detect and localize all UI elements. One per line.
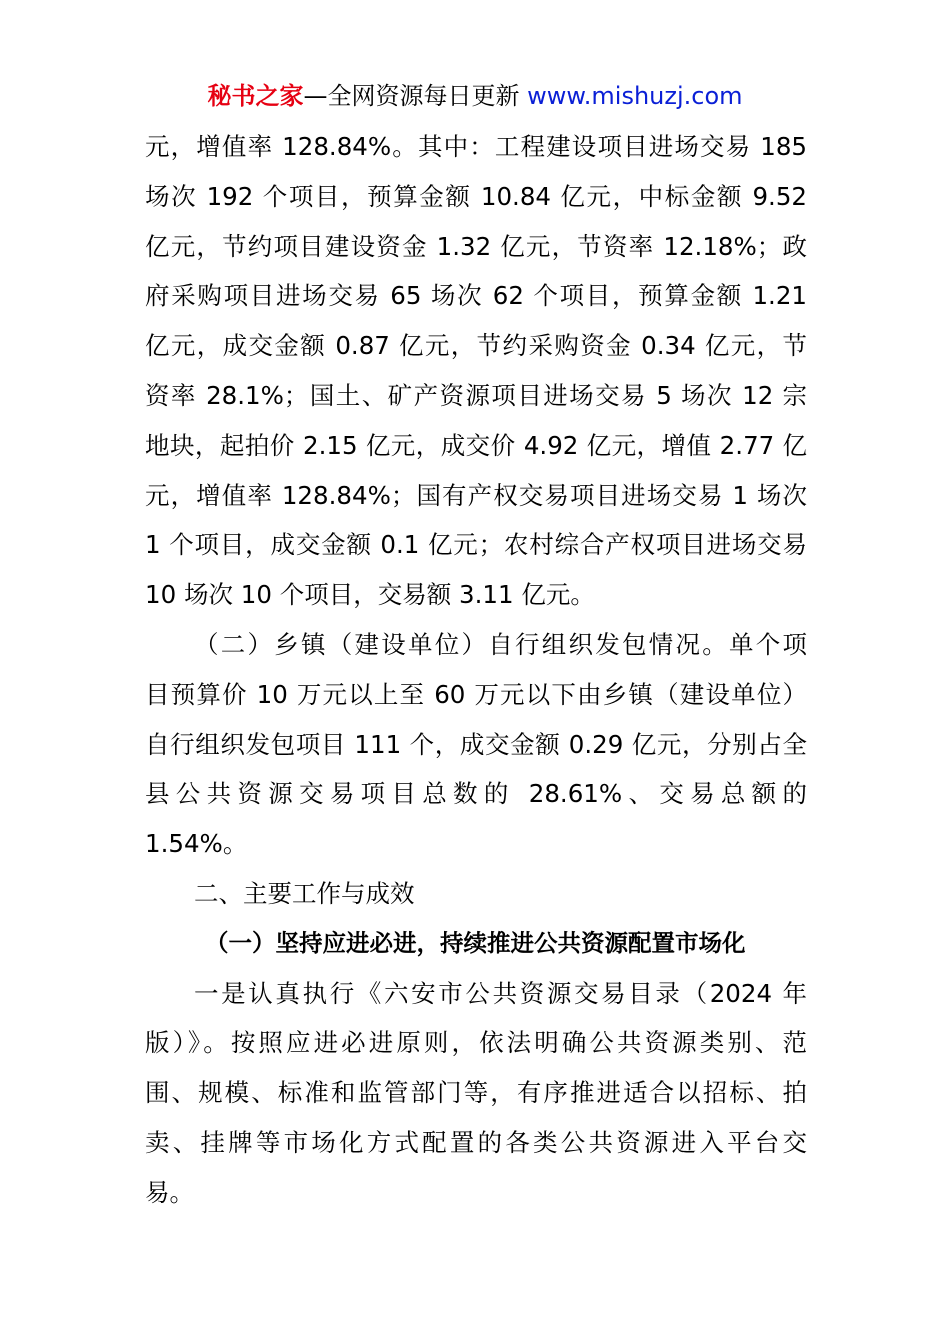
text-line: 亿元，成交金额 0.87 亿元，节约采购资金 0.34 亿元，节 — [145, 331, 807, 361]
text-line: 10 场次 10 个项目，交易额 3.11 亿元。 — [145, 580, 595, 610]
brand-name: 秘书之家 — [207, 82, 304, 110]
subsection-heading: （一）坚持应进必进，持续推进公共资源配置市场化 — [205, 928, 746, 957]
text-line: 资率 28.1%；国土、矿产资源项目进场交易 5 场次 12 宗 — [145, 380, 807, 410]
text-line: 县公共资源交易项目总数的 28.61%、交易总额的 — [145, 779, 807, 809]
text-line: 自行组织发包项目 111 个，成交金额 0.29 亿元，分别占全 — [145, 729, 807, 759]
text-line: 府采购项目进场交易 65 场次 62 个项目，预算金额 1.21 — [145, 281, 807, 311]
text-line: 目预算价 10 万元以上至 60 万元以下由乡镇（建设单位） — [145, 679, 807, 709]
text-line: 围、规模、标准和监管部门等，有序推进适合以招标、拍 — [145, 1078, 807, 1108]
section-heading: 二、主要工作与成效 — [194, 878, 415, 908]
site-url-link[interactable]: www.mishuzj.com — [527, 82, 743, 110]
text-line: 元，增值率 128.84%。其中：工程建设项目进场交易 185 — [145, 132, 807, 161]
text-line: 地块，起拍价 2.15 亿元，成交价 4.92 亿元，增值 2.77 亿 — [145, 430, 807, 460]
site-header — [0, 80, 950, 112]
text-line: 易。 — [145, 1177, 194, 1207]
text-line: 版）》。按照应进必进原则，依法明确公共资源类别、范 — [145, 1028, 807, 1058]
text-line: 一是认真执行《六安市公共资源交易目录（2024 年 — [194, 978, 807, 1008]
document-body — [145, 122, 807, 1218]
text-line: 场次 192 个项目，预算金额 10.84 亿元，中标金额 9.52 — [145, 181, 807, 211]
text-line: 1 个项目，成交金额 0.1 亿元；农村综合产权项目进场交易 — [145, 530, 807, 560]
header-tagline: —全网资源每日更新 — [303, 82, 520, 110]
text-line: 卖、挂牌等市场化方式配置的各类公共资源进入平台交 — [145, 1127, 807, 1157]
section-intro-line: （二）乡镇（建设单位）自行组织发包情况。单个项 — [194, 629, 807, 659]
text-line: 元，增值率 128.84%；国有产权交易项目进场交易 1 场次 — [145, 480, 807, 510]
text-line: 1.54%。 — [145, 829, 248, 859]
text-line: 亿元，节约项目建设资金 1.32 亿元，节资率 12.18%；政 — [145, 231, 807, 261]
